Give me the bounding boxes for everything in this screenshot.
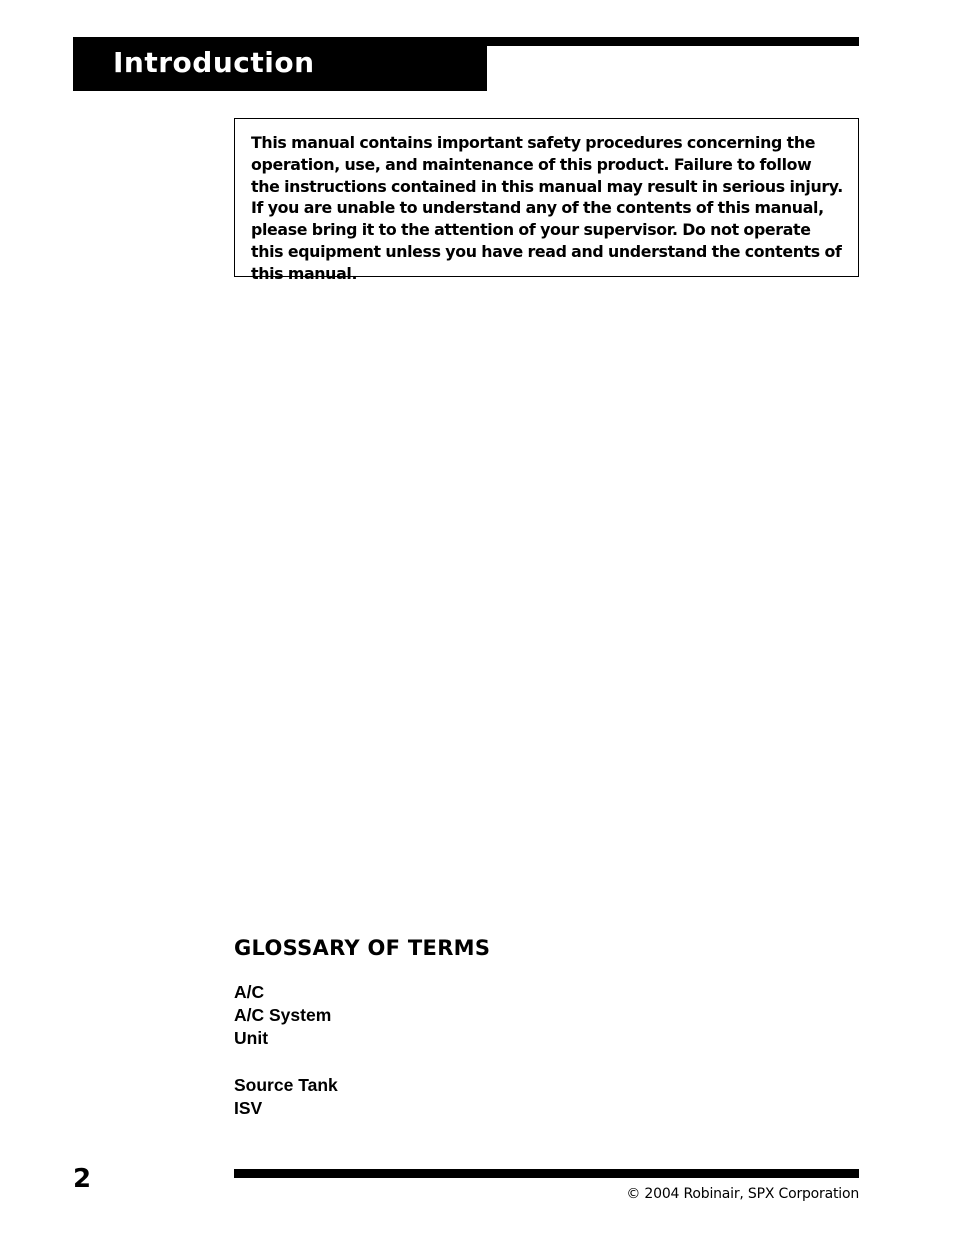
page-title: Introduction	[113, 46, 315, 79]
header-title-bar	[73, 37, 487, 91]
glossary-term: Source Tank	[234, 1075, 338, 1095]
glossary-heading: GLOSSARY OF TERMS	[234, 936, 491, 960]
copyright-notice: © 2004 Robinair, SPX Corporation	[626, 1186, 859, 1202]
glossary-list	[234, 981, 338, 1120]
glossary-term: A/C	[234, 982, 265, 1002]
footer-rule	[234, 1169, 859, 1178]
glossary-term: A/C System	[234, 1005, 332, 1025]
glossary-term: Unit	[234, 1028, 269, 1048]
safety-notice-text: This manual contains important safety procedures concerning the operation, use, and maintenance of this product. Failure to follow the instructions contained in this manual may result in serious injury. If you are unable to understand any of the contents of this manual, please bring it to the attention of your supervisor. Do not operate this equipment unless you have read and understand the contents of this manual.	[251, 133, 843, 283]
page-number: 2	[73, 1164, 92, 1194]
glossary-term: ISV	[234, 1098, 263, 1118]
safety-notice-box	[234, 118, 859, 283]
